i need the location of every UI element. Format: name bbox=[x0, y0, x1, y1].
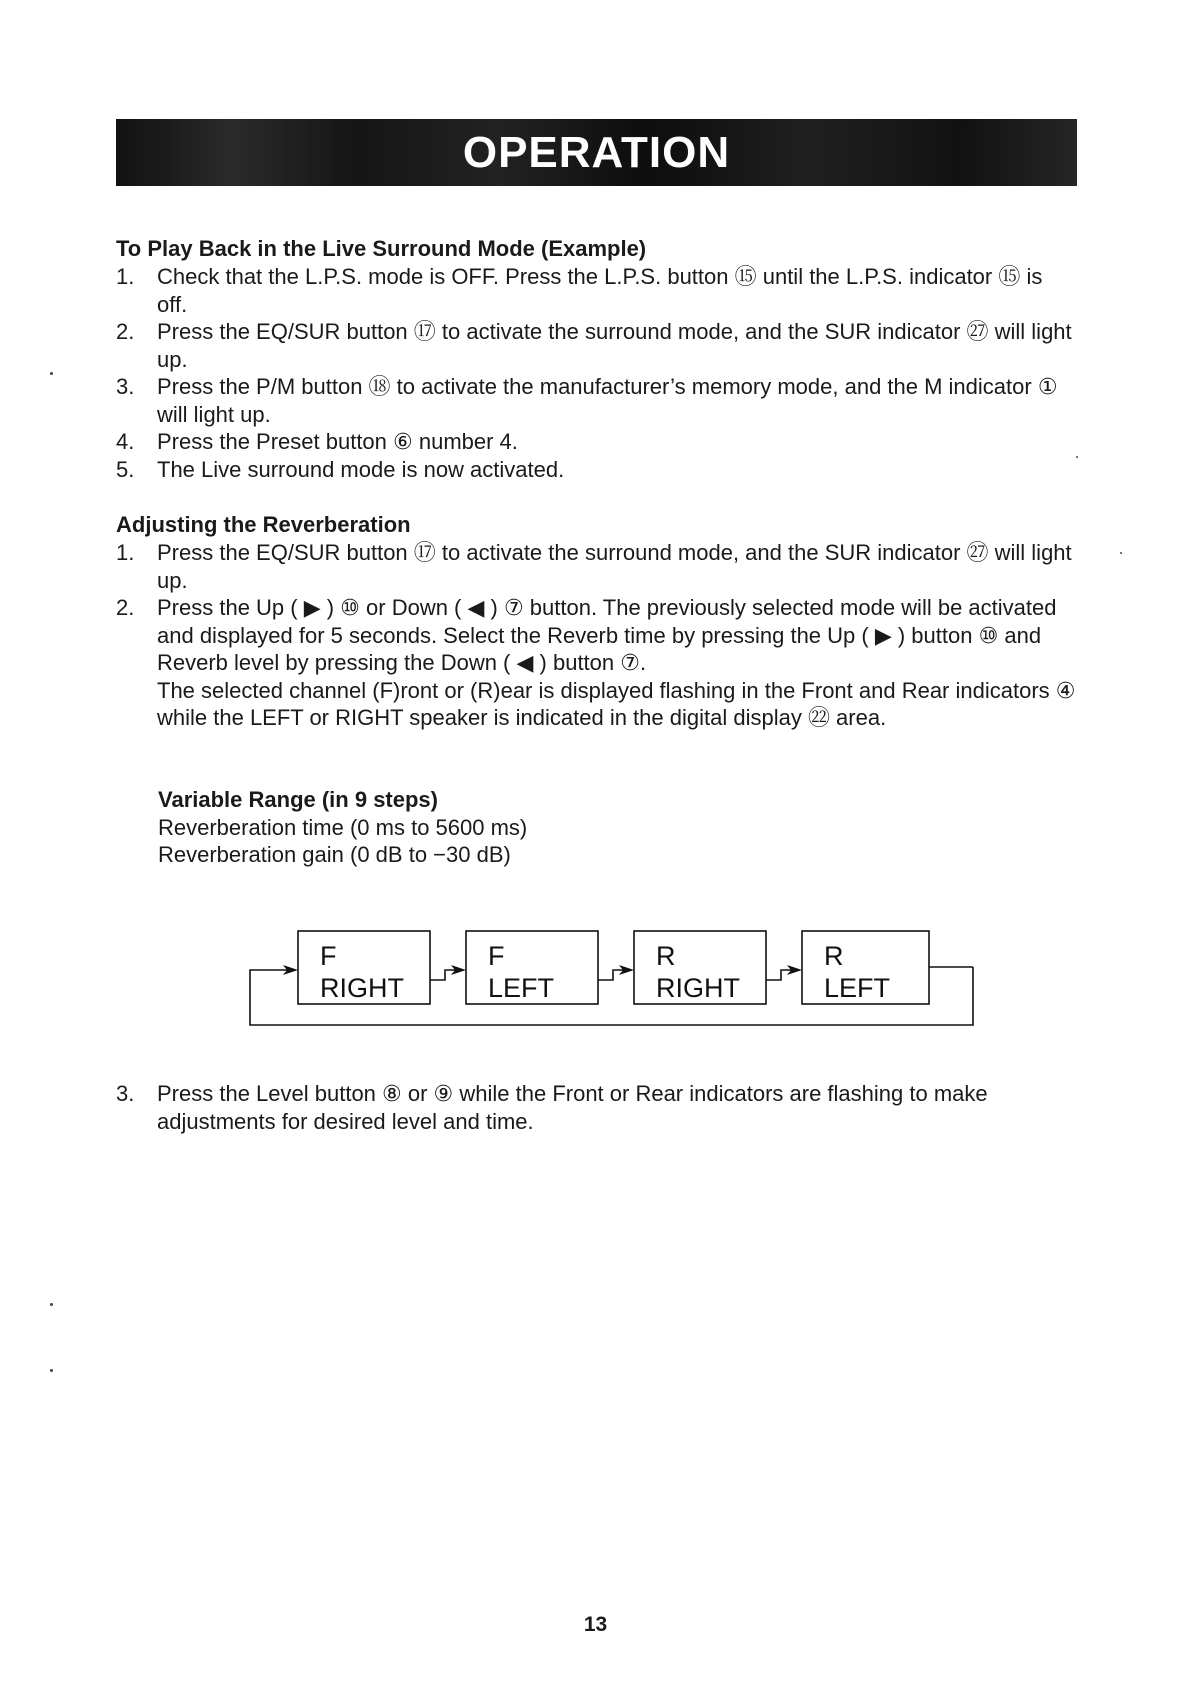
box-label: F bbox=[320, 941, 337, 971]
list-item bbox=[116, 539, 1076, 594]
box-label: R bbox=[656, 941, 676, 971]
step-text-continued: The selected channel (F)ront or (R)ear is displayed flashing in the Front and Rear indicators ④ while the LEFT or RIGHT speaker is indicated in the digital display ㉒ area. bbox=[157, 677, 1076, 730]
step-text: The Live surround mode is now activated. bbox=[157, 456, 565, 482]
list-item bbox=[116, 263, 1076, 318]
step-number: 4. bbox=[116, 429, 135, 454]
box-label: LEFT bbox=[824, 973, 891, 1003]
scan-speck bbox=[1120, 552, 1122, 554]
list-item bbox=[116, 456, 1076, 484]
box-label: LEFT bbox=[488, 973, 555, 1003]
range-line: Reverberation gain (0 dB to −30 dB) bbox=[158, 842, 511, 867]
step-text: Press the Level button ⑧ or ⑨ while the Front or Rear indicators are flashing to make adjustments for desired level and time. bbox=[157, 1081, 988, 1134]
range-line: Reverberation time (0 ms to 5600 ms) bbox=[158, 814, 528, 840]
scan-speck bbox=[1076, 456, 1078, 458]
box-label: RIGHT bbox=[320, 973, 404, 1003]
step-text: Press the EQ/SUR button ⑰ to activate the surround mode, and the SUR indicator ㉗ will light up. bbox=[157, 540, 1072, 593]
channel-cycle-diagram bbox=[245, 925, 980, 1030]
variable-range bbox=[158, 786, 958, 869]
step-number: 5. bbox=[116, 456, 135, 482]
banner-title: OPERATION bbox=[462, 127, 731, 177]
section-heading: Adjusting the Reverberation bbox=[116, 512, 411, 537]
section-heading: To Play Back in the Live Surround Mode (Example) bbox=[116, 236, 647, 261]
box-label: F bbox=[488, 941, 505, 971]
section-step-3 bbox=[116, 1080, 1076, 1135]
step-text: Press the Preset button ⑥ number 4. bbox=[157, 429, 518, 454]
step-text: Press the EQ/SUR button ⑰ to activate the surround mode, and the SUR indicator ㉗ will light up. bbox=[157, 319, 1072, 372]
page-number: 13 bbox=[583, 1613, 608, 1636]
section-adjusting-reverberation bbox=[116, 511, 1076, 732]
step-number: 1. bbox=[116, 540, 135, 565]
scan-speck bbox=[50, 1369, 53, 1372]
box-label: RIGHT bbox=[656, 973, 740, 1003]
step-number: 1. bbox=[116, 264, 135, 289]
step-text: Press the Up ( ▶ ) ⑩ or Down ( ◀ ) ⑦ button. The previously selected mode will be activated and displayed for 5 seconds. Select the Reverb time by pressing the Up ( ▶ ) button ⑩ and Reverb level by pressing the Down ( ◀ ) button ⑦. bbox=[157, 595, 1057, 675]
steps-list bbox=[116, 263, 1076, 483]
step-text: Press the P/M button ⑱ to activate the manufacturer’s memory mode, and the M indicator ① will light up. bbox=[157, 374, 1058, 427]
steps-list bbox=[116, 1080, 1076, 1135]
steps-list bbox=[116, 539, 1076, 732]
scan-speck bbox=[50, 372, 53, 375]
list-item bbox=[116, 594, 1076, 732]
step-number: 3. bbox=[116, 1081, 135, 1106]
step-number: 2. bbox=[116, 595, 135, 620]
operation-banner bbox=[116, 119, 1077, 186]
scan-speck bbox=[50, 1303, 53, 1306]
list-item bbox=[116, 428, 1076, 456]
step-text: Check that the L.P.S. mode is OFF. Press the L.P.S. button ⑮ until the L.P.S. indicator ⑮ is off. bbox=[157, 264, 1043, 317]
step-number: 2. bbox=[116, 319, 135, 344]
list-item bbox=[116, 1080, 1076, 1135]
list-item bbox=[116, 373, 1076, 428]
box-label: R bbox=[824, 941, 844, 971]
range-title: Variable Range (in 9 steps) bbox=[158, 787, 438, 812]
list-item bbox=[116, 318, 1076, 373]
section-live-surround bbox=[116, 235, 1076, 483]
step-number: 3. bbox=[116, 374, 135, 399]
